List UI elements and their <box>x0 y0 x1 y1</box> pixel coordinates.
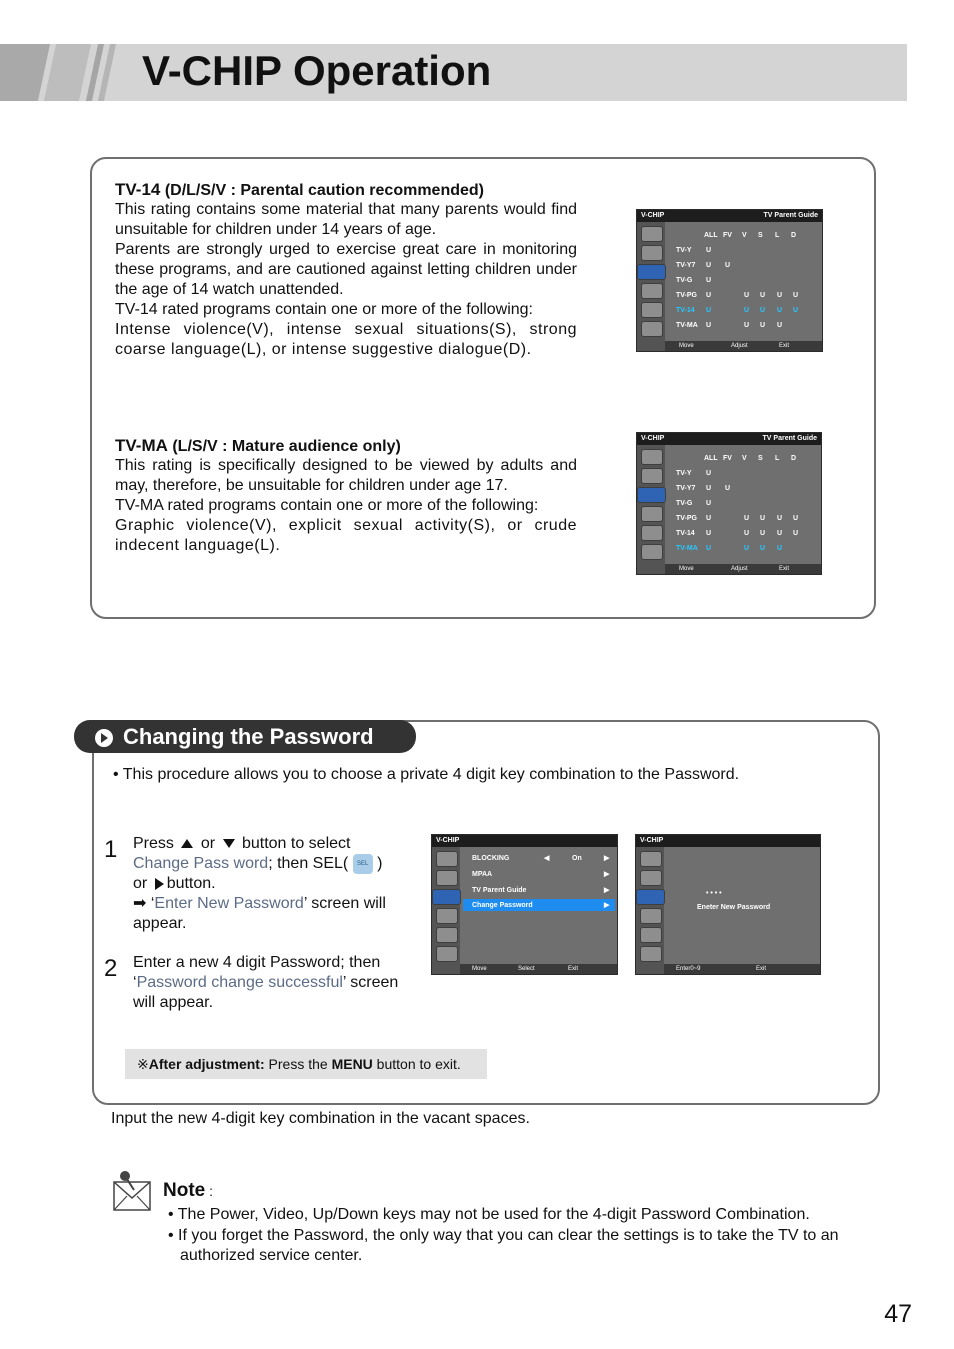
osd-guide-u-cell: U <box>777 515 783 522</box>
feature-icon <box>640 927 662 943</box>
osd-guide-u-cell: U <box>706 277 712 284</box>
sound-icon <box>641 468 663 484</box>
osd-guide-u-cell: U <box>706 515 712 522</box>
tv14-p3: TV-14 rated programs contain one or more of the following: <box>115 301 533 318</box>
osd-guide-col-header: S <box>758 455 763 462</box>
osd-guide-u-cell: U <box>777 530 783 537</box>
osd-menu-item-selected: Change Password <box>472 902 533 909</box>
input-icon <box>436 946 458 962</box>
antenna-icon <box>640 851 662 867</box>
osd-guide-u-cell: U <box>725 262 731 269</box>
note-bullet-1: • The Power, Video, Up/Down keys may not be used for the 4-digit Password Combination. <box>168 1206 810 1223</box>
arrow-circle-icon <box>95 729 113 747</box>
osd-guide-u-cell: U <box>777 292 783 299</box>
osd-password-screen <box>635 834 821 975</box>
feature-icon <box>641 302 663 318</box>
osd-guide-row-label: TV-PG <box>676 292 698 299</box>
intro-text: • This procedure allows you to choose a private 4 digit key combination to the Password. <box>113 766 740 783</box>
osd-menu-sidebar <box>432 847 460 974</box>
left-arrow-icon: ◀ <box>544 855 550 862</box>
note-envelope-icon <box>112 1168 152 1212</box>
osd-guide-col-header: S <box>758 232 763 239</box>
osd-guide-u-cell: U <box>793 292 799 299</box>
osd-guide-u-cell: U <box>706 485 712 492</box>
osd-guide-u-cell: U <box>706 262 712 269</box>
osd-guide-u-cell: U <box>706 292 712 299</box>
down-arrow-icon <box>223 839 235 848</box>
antenna-icon <box>641 226 663 242</box>
section-title: Changing the Password <box>123 724 374 749</box>
note-heading: Note : <box>163 1180 214 1201</box>
antenna-icon <box>436 851 458 867</box>
antenna-icon <box>641 449 663 465</box>
osd-guide-u-cell: U <box>760 545 766 552</box>
osd-guide-u-cell: U <box>760 530 766 537</box>
osd-guide-u-cell: U <box>706 500 712 507</box>
osd-guide-u-cell: U <box>744 292 750 299</box>
osd-password-titlebar: V-CHIP <box>636 835 820 847</box>
osd-guide-u-cell: U <box>744 545 750 552</box>
osd-guide-u-cell: U <box>744 530 750 537</box>
osd-password-sidebar <box>636 847 664 974</box>
osd-menu-item: MPAA <box>472 871 493 878</box>
sound-icon <box>641 245 663 261</box>
osd-guide-u-cell: U <box>760 307 766 314</box>
up-arrow-icon <box>181 839 193 848</box>
tv14-heading: TV-14 (D/L/S/V : Parental caution recommended) <box>115 180 484 199</box>
osd-guide-row-label: TV-PG <box>676 515 698 522</box>
osd-guide-row-label: TV-Y7 <box>676 262 696 269</box>
page-number: 47 <box>884 1300 912 1328</box>
osd-guide-row-label: TV-G <box>676 277 693 284</box>
osd-guide-col-header: D <box>791 455 797 462</box>
osd-guide-u-cell: U <box>706 307 712 314</box>
osd-guide-row-label: TV-Y <box>676 247 692 254</box>
sound-icon <box>640 870 662 886</box>
osd-guide-u-cell: U <box>744 322 750 329</box>
password-dots: • • • • <box>706 890 722 897</box>
right-arrow-icon: ▶ <box>604 887 610 894</box>
osd-guide-u-cell: U <box>760 292 766 299</box>
osd-menu-titlebar: V-CHIP <box>432 835 617 847</box>
osd-guide-row-label: TV-Y <box>676 470 692 477</box>
osd-menu-item: BLOCKING <box>472 855 510 862</box>
feature-icon <box>436 927 458 943</box>
wrench-icon <box>637 487 666 503</box>
after-adjustment-note: ※After adjustment: Press the MENU button to exit. <box>125 1049 487 1079</box>
arrow-right-icon: ➡ <box>133 895 147 913</box>
osd-guide-col-header: D <box>791 232 797 239</box>
osd-guide-footer: Move Adjust Exit <box>665 341 822 351</box>
osd-guide-row-label: TV-Y7 <box>676 485 696 492</box>
input-icon <box>641 544 663 560</box>
right-arrow-icon: ▶ <box>604 871 610 878</box>
tv14-section <box>115 180 577 360</box>
tv14-p2: Parents are strongly urged to exercise great care in monitoring these programs, and are cautioned against letting children under the age of 14 watch unattended. <box>115 241 577 298</box>
tvma-p3: Graphic violence(V), explicit sexual activity(S), or crude indecent language(L). <box>115 517 577 554</box>
osd-guide-u-cell: U <box>706 247 712 254</box>
picture-icon <box>640 908 662 924</box>
osd-guide-col-header: FV <box>723 455 732 462</box>
step-2-number: 2 <box>104 955 118 982</box>
osd-guide-col-header: L <box>775 232 780 239</box>
picture-icon <box>641 506 663 522</box>
osd-guide-titlebar: V-CHIP TV Parent Guide <box>637 210 822 222</box>
note-bullet-2: • If you forget the Password, the only way that you can clear the settings is to take the TV to an authorized service center. <box>168 1227 839 1264</box>
osd-guide-sidebar <box>637 222 665 351</box>
osd-menu-screen <box>431 834 618 975</box>
osd-guide-row-label: TV-14 <box>676 307 695 314</box>
tvma-p1: This rating is specifically designed to be viewed by adults and may, therefore, be unsuitable for children under age 17. <box>115 457 577 494</box>
osd-menu-item: TV Parent Guide <box>472 887 527 894</box>
password-label: Eneter New Password <box>697 904 771 911</box>
step-2-text: Enter a new 4 digit Password; then ‘Password change successful’ screen will appear. <box>133 954 399 1011</box>
osd-password-footer: Enter0~9 Exit <box>664 964 820 974</box>
osd-guide-u-cell: U <box>777 307 783 314</box>
tv14-p1: This rating contains some material that many parents would find unsuitable for children under 14 years of age. <box>115 201 577 238</box>
osd-tv14-screen <box>636 209 823 352</box>
tv14-p4: Intense violence(V), intense sexual situations(S), strong coarse language(L), or intense suggestive dialogue(D). <box>115 321 577 358</box>
osd-guide-u-cell: U <box>706 470 712 477</box>
osd-guide-u-cell: U <box>744 307 750 314</box>
right-arrow-icon: ▶ <box>604 855 610 862</box>
osd-guide-u-cell: U <box>706 530 712 537</box>
osd-guide-u-cell: U <box>760 322 766 329</box>
wrench-icon <box>636 889 665 905</box>
osd-guide-u-cell: U <box>777 322 783 329</box>
osd-guide-u-cell: U <box>760 515 766 522</box>
osd-guide-u-cell: U <box>744 515 750 522</box>
osd-guide-col-header: V <box>742 455 747 462</box>
picture-icon <box>436 908 458 924</box>
osd-guide-row-label: TV-MA <box>676 545 698 552</box>
step-1-number: 1 <box>104 836 118 863</box>
osd-guide-u-cell: U <box>706 322 712 329</box>
osd-guide-titlebar: V-CHIP TV Parent Guide <box>637 433 821 445</box>
page-title: V-CHIP Operation <box>142 47 492 94</box>
osd-guide-u-cell: U <box>706 545 712 552</box>
osd-guide-col-header: ALL <box>704 232 718 239</box>
input-icon <box>640 946 662 962</box>
right-arrow-icon <box>155 878 164 890</box>
osd-guide-u-cell: U <box>725 485 731 492</box>
osd-guide-footer: Move Adjust Exit <box>665 564 821 574</box>
step-1-text: Press or button to select Change Pass word; then SEL( SEL ) or button. ➡ ‘Enter New Password’ screen will appear. <box>133 835 386 933</box>
picture-icon <box>641 283 663 299</box>
wrench-icon <box>432 889 461 905</box>
osd-guide-u-cell: U <box>793 307 799 314</box>
tvma-heading: TV-MA (L/S/V : Mature audience only) <box>115 436 401 455</box>
osd-menu-value: On <box>572 855 582 862</box>
osd-guide-sidebar <box>637 445 665 574</box>
osd-guide-row-label: TV-14 <box>676 530 695 537</box>
wrench-icon <box>637 264 666 280</box>
osd-guide-col-header: L <box>775 455 780 462</box>
sound-icon <box>436 870 458 886</box>
osd-tvma-screen <box>636 432 822 575</box>
caption: Input the new 4-digit key combination in the vacant spaces. <box>111 1110 530 1127</box>
osd-guide-u-cell: U <box>793 515 799 522</box>
feature-icon <box>641 525 663 541</box>
input-icon <box>641 321 663 337</box>
osd-guide-u-cell: U <box>793 530 799 537</box>
osd-guide-row-label: TV-MA <box>676 322 698 329</box>
osd-menu-footer: Move Select Exit <box>460 964 617 974</box>
tvma-section <box>115 436 577 556</box>
osd-guide-row-label: TV-G <box>676 500 693 507</box>
right-arrow-icon: ▶ <box>604 902 610 909</box>
sel-button-icon: SEL <box>353 854 373 874</box>
tvma-p2: TV-MA rated programs contain one or more of the following: <box>115 497 539 514</box>
osd-guide-col-header: FV <box>723 232 732 239</box>
osd-guide-u-cell: U <box>777 545 783 552</box>
osd-guide-col-header: ALL <box>704 455 718 462</box>
osd-guide-col-header: V <box>742 232 747 239</box>
